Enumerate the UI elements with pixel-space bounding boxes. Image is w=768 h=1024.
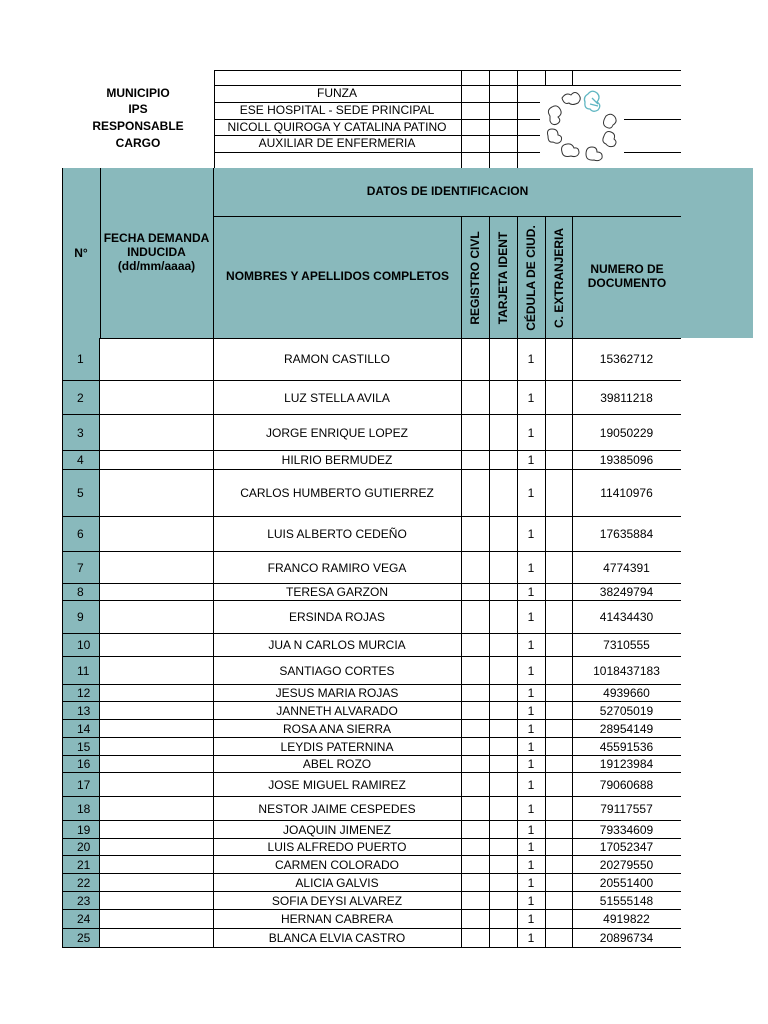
info-line: [545, 70, 546, 86]
label-cargo: CARGO: [115, 136, 161, 150]
header-line: [213, 216, 681, 217]
cell-extranjeria: [545, 720, 573, 737]
table-row: [62, 821, 681, 839]
cell-fecha: [100, 338, 214, 380]
cell-cedula: 1: [517, 773, 546, 796]
table-row: [62, 756, 681, 773]
cell-fecha: [100, 702, 214, 719]
table-row: [62, 517, 681, 552]
cell-registro-civil: [461, 929, 490, 947]
table-row: [62, 702, 681, 720]
cell-registro-civil: [461, 874, 490, 891]
cell-extranjeria: [545, 756, 573, 772]
hands-circle-logo-icon: [540, 86, 624, 166]
cell-registro-civil: [461, 381, 490, 414]
cell-cedula: 1: [517, 856, 546, 873]
header-fecha: FECHA DEMANDA INDUCIDA (dd/mm/aaaa): [103, 231, 210, 273]
table-row: [62, 892, 681, 910]
cell-extranjeria: [545, 634, 573, 656]
cell-extranjeria: [545, 910, 573, 928]
cell-tarjeta-ident: [489, 821, 518, 838]
cell-cedula: 1: [517, 552, 546, 583]
label-ips: IPS: [128, 102, 148, 116]
cell-extranjeria: [545, 738, 573, 755]
cell-documento: 19385096: [599, 453, 654, 467]
header-line: [517, 216, 518, 338]
cell-extranjeria: [545, 451, 573, 469]
cell-registro-civil: [461, 657, 490, 684]
cell-documento: 4939660: [603, 686, 650, 700]
cell-extranjeria: [545, 552, 573, 583]
cell-name: JOSE MIGUEL RAMIREZ: [213, 773, 462, 796]
cell-extranjeria: [545, 839, 573, 855]
cell-cedula: 1: [517, 797, 546, 820]
cell-documento: 1018437183: [593, 663, 660, 678]
table-row: [62, 839, 681, 856]
cell-cedula: 1: [517, 910, 546, 928]
cell-name: LEYDIS PATERNINA: [213, 738, 462, 755]
cell-tarjeta-ident: [489, 338, 518, 380]
table-row: [62, 338, 681, 381]
row-number: 2: [62, 381, 100, 414]
cell-fecha: [100, 657, 214, 684]
row-number: 4: [62, 451, 100, 469]
row-number: 24: [62, 910, 100, 928]
cell-extranjeria: [545, 381, 573, 414]
row-number: 20: [62, 839, 100, 855]
cell-registro-civil: [461, 338, 490, 380]
cell-documento: 7310555: [603, 638, 650, 652]
cell-tarjeta-ident: [489, 601, 518, 633]
cell-documento: 20896734: [599, 931, 654, 945]
header-line: [489, 216, 490, 338]
cell-name: SOFIA DEYSI ALVAREZ: [213, 892, 462, 909]
cell-documento: 28954149: [599, 721, 654, 736]
table-row: [62, 657, 681, 685]
cell-documento: 79060688: [599, 777, 654, 792]
cell-cedula: 1: [517, 634, 546, 656]
cell-tarjeta-ident: [489, 874, 518, 891]
table-row: [62, 451, 681, 470]
cell-fecha: [100, 451, 214, 469]
cell-cedula: 1: [517, 601, 546, 633]
cell-registro-civil: [461, 685, 490, 701]
header-datos: DATOS DE IDENTIFICACION: [366, 184, 529, 198]
cell-tarjeta-ident: [489, 470, 518, 516]
cell-tarjeta-ident: [489, 685, 518, 701]
cell-cedula: 1: [517, 584, 546, 600]
cell-name: ROSA ANA SIERRA: [213, 720, 462, 737]
cell-registro-civil: [461, 756, 490, 772]
label-municipio: MUNICIPIO: [106, 86, 170, 100]
row-number: 17: [62, 773, 100, 796]
cell-registro-civil: [461, 584, 490, 600]
table-row: [62, 720, 681, 738]
cell-name: ERSINDA ROJAS: [213, 601, 462, 633]
cell-extranjeria: [545, 517, 573, 551]
cell-cedula: 1: [517, 929, 546, 947]
cell-fecha: [100, 756, 214, 772]
row-number: 7: [62, 552, 100, 583]
cell-registro-civil: [461, 720, 490, 737]
cell-registro-civil: [461, 892, 490, 909]
row-number: 6: [62, 517, 100, 551]
table-row: [62, 634, 681, 657]
cell-fecha: [100, 720, 214, 737]
cell-registro-civil: [461, 856, 490, 873]
row-number: 5: [62, 470, 100, 516]
info-line: [620, 119, 681, 120]
table-row: [62, 552, 681, 584]
cell-cedula: 1: [517, 415, 546, 450]
cell-tarjeta-ident: [489, 839, 518, 855]
header-numero-documento: NUMERO DE DOCUMENTO: [587, 262, 667, 290]
cell-name: RAMON CASTILLO: [213, 338, 462, 380]
cell-documento: 51555148: [599, 893, 654, 908]
cell-fecha: [100, 470, 214, 516]
cell-fecha: [100, 601, 214, 633]
cell-name: JOAQUIN JIMENEZ: [213, 821, 462, 838]
cell-documento: 41434430: [599, 610, 654, 624]
cell-cedula: 1: [517, 720, 546, 737]
cell-documento: 20279550: [599, 857, 654, 872]
cell-extranjeria: [545, 601, 573, 633]
row-number: 19: [62, 821, 100, 838]
table-row: [62, 415, 681, 451]
cell-tarjeta-ident: [489, 657, 518, 684]
cell-tarjeta-ident: [489, 702, 518, 719]
info-line: [214, 70, 215, 168]
value-municipio: FUNZA: [317, 86, 357, 100]
cell-fecha: [100, 797, 214, 820]
row-number: 15: [62, 738, 100, 755]
cell-cedula: 1: [517, 517, 546, 551]
info-line: [620, 152, 681, 153]
info-line: [489, 70, 490, 168]
cell-tarjeta-ident: [489, 451, 518, 469]
cell-extranjeria: [545, 584, 573, 600]
row-number: 16: [62, 756, 100, 772]
cell-documento: 45591536: [599, 739, 654, 754]
cell-documento: 17052347: [599, 840, 654, 854]
cell-tarjeta-ident: [489, 552, 518, 583]
row-number: 1: [62, 338, 100, 380]
cell-name: LUZ STELLA AVILA: [213, 381, 462, 414]
header-tarjeta-ident: TARJETA IDENT: [496, 231, 510, 325]
cell-extranjeria: [545, 892, 573, 909]
row-number: 9: [62, 601, 100, 633]
cell-documento: 79117557: [600, 801, 653, 816]
cell-name: JANNETH ALVARADO: [213, 702, 462, 719]
cell-registro-civil: [461, 702, 490, 719]
cell-fecha: [100, 773, 214, 796]
cell-name: JESUS MARIA ROJAS: [213, 685, 462, 701]
row-number: 12: [62, 685, 100, 701]
row-number: 11: [62, 657, 100, 684]
table-row: [62, 874, 681, 892]
table-row: [62, 470, 681, 517]
cell-fecha: [100, 738, 214, 755]
cell-fecha: [100, 415, 214, 450]
cell-tarjeta-ident: [489, 415, 518, 450]
cell-documento: 19123984: [599, 757, 654, 771]
cell-name: NESTOR JAIME CESPEDES: [213, 797, 462, 820]
header-line: [545, 216, 546, 338]
header-extranjeria: C. EXTRANJERIA: [552, 228, 566, 329]
row-number: 14: [62, 720, 100, 737]
cell-documento: 11410976: [600, 486, 653, 500]
header-nombres: NOMBRES Y APELLIDOS COMPLETOS: [226, 269, 449, 283]
header-no: N°: [74, 246, 88, 260]
cell-tarjeta-ident: [489, 910, 518, 928]
cell-fecha: [100, 517, 214, 551]
cell-cedula: 1: [517, 451, 546, 469]
cell-extranjeria: [545, 702, 573, 719]
cell-fecha: [100, 634, 214, 656]
table-row: [62, 381, 681, 415]
cell-registro-civil: [461, 470, 490, 516]
cell-name: LUIS ALBERTO CEDEÑO: [213, 517, 462, 551]
cell-name: JUA N CARLOS MURCIA: [213, 634, 462, 656]
label-responsable: RESPONSABLE: [92, 119, 184, 133]
cell-tarjeta-ident: [489, 517, 518, 551]
cell-extranjeria: [545, 821, 573, 838]
header-line: [461, 216, 462, 338]
cell-name: ALICIA GALVIS: [213, 874, 462, 891]
cell-name: LUIS ALFREDO PUERTO: [213, 839, 462, 855]
cell-registro-civil: [461, 451, 490, 469]
cell-extranjeria: [545, 657, 573, 684]
cell-fecha: [100, 685, 214, 701]
cell-documento: 20551400: [599, 875, 654, 890]
cell-documento: 17635884: [599, 527, 654, 541]
row-number: 18: [62, 797, 100, 820]
header-cedula: CÉDULA DE CIUD.: [524, 225, 538, 331]
cell-documento: 52705019: [599, 703, 654, 718]
cell-tarjeta-ident: [489, 634, 518, 656]
cell-registro-civil: [461, 738, 490, 755]
cell-tarjeta-ident: [489, 756, 518, 772]
cell-extranjeria: [545, 874, 573, 891]
cell-cedula: 1: [517, 338, 546, 380]
cell-tarjeta-ident: [489, 929, 518, 947]
value-ips: ESE HOSPITAL - SEDE PRINCIPAL: [239, 103, 435, 117]
table-row: [62, 856, 681, 874]
cell-name: CARMEN COLORADO: [213, 856, 462, 873]
cell-fecha: [100, 874, 214, 891]
cell-registro-civil: [461, 601, 490, 633]
cell-documento: 39811218: [600, 390, 653, 405]
cell-documento: 4919822: [603, 912, 650, 926]
cell-tarjeta-ident: [489, 773, 518, 796]
cell-extranjeria: [545, 929, 573, 947]
cell-cedula: 1: [517, 892, 546, 909]
cell-registro-civil: [461, 821, 490, 838]
value-cargo: AUXILIAR DE ENFERMERIA: [258, 136, 416, 150]
cell-cedula: 1: [517, 470, 546, 516]
cell-tarjeta-ident: [489, 797, 518, 820]
cell-name: BLANCA ELVIA CASTRO: [213, 929, 462, 947]
cell-name: HERNAN CABRERA: [213, 910, 462, 928]
cell-cedula: 1: [517, 874, 546, 891]
cell-extranjeria: [545, 685, 573, 701]
cell-fecha: [100, 910, 214, 928]
cell-cedula: 1: [517, 657, 546, 684]
table-row: [62, 685, 681, 702]
cell-registro-civil: [461, 634, 490, 656]
table-row: [62, 738, 681, 756]
cell-documento: 38249794: [599, 585, 654, 599]
cell-fecha: [100, 584, 214, 600]
cell-tarjeta-ident: [489, 892, 518, 909]
row-number: 3: [62, 415, 100, 450]
cell-cedula: 1: [517, 839, 546, 855]
cell-tarjeta-ident: [489, 720, 518, 737]
cell-name: HILRIO BERMUDEZ: [213, 451, 462, 469]
cell-registro-civil: [461, 773, 490, 796]
cell-documento: 79334609: [599, 822, 654, 837]
cell-cedula: 1: [517, 821, 546, 838]
cell-registro-civil: [461, 552, 490, 583]
cell-cedula: 1: [517, 702, 546, 719]
info-line: [214, 152, 544, 153]
cell-fecha: [100, 929, 214, 947]
cell-extranjeria: [545, 338, 573, 380]
row-number: 22: [62, 874, 100, 891]
cell-extranjeria: [545, 470, 573, 516]
cell-name: JORGE ENRIQUE LOPEZ: [213, 415, 462, 450]
table-row: [62, 601, 681, 634]
info-line: [572, 70, 573, 86]
value-responsable: NICOLL QUIROGA Y CATALINA PATINO: [227, 120, 447, 134]
cell-fecha: [100, 381, 214, 414]
cell-documento: 15362712: [599, 352, 654, 366]
row-number: 23: [62, 892, 100, 909]
table-row: [62, 910, 681, 929]
header-registro-civil: REGISTRO CIVL: [468, 231, 482, 325]
info-line: [461, 70, 462, 168]
cell-cedula: 1: [517, 381, 546, 414]
table-row: [62, 584, 681, 601]
row-number: 8: [62, 584, 100, 600]
cell-name: TERESA GARZON: [213, 584, 462, 600]
cell-name: FRANCO RAMIRO VEGA: [213, 552, 462, 583]
table-row: [62, 797, 681, 821]
cell-cedula: 1: [517, 685, 546, 701]
cell-registro-civil: [461, 910, 490, 928]
cell-extranjeria: [545, 415, 573, 450]
cell-name: SANTIAGO CORTES: [213, 657, 462, 684]
cell-fecha: [100, 856, 214, 873]
info-line: [214, 70, 681, 71]
cell-registro-civil: [461, 415, 490, 450]
cell-extranjeria: [545, 856, 573, 873]
cell-cedula: 1: [517, 738, 546, 755]
cell-name: ABEL ROZO: [213, 756, 462, 772]
cell-tarjeta-ident: [489, 738, 518, 755]
cell-fecha: [100, 821, 214, 838]
cell-registro-civil: [461, 797, 490, 820]
row-number: 10: [62, 634, 100, 656]
cell-cedula: 1: [517, 756, 546, 772]
cell-fecha: [100, 839, 214, 855]
cell-extranjeria: [545, 797, 573, 820]
info-line: [517, 70, 518, 168]
table-row: [62, 929, 681, 948]
cell-documento: 4774391: [603, 560, 650, 575]
row-number: 21: [62, 856, 100, 873]
cell-tarjeta-ident: [489, 381, 518, 414]
cell-registro-civil: [461, 517, 490, 551]
cell-fecha: [100, 892, 214, 909]
cell-name: CARLOS HUMBERTO GUTIERREZ: [213, 470, 462, 516]
cell-extranjeria: [545, 773, 573, 796]
table-row: [62, 773, 681, 797]
cell-registro-civil: [461, 839, 490, 855]
cell-tarjeta-ident: [489, 584, 518, 600]
row-number: 13: [62, 702, 100, 719]
row-number: 25: [62, 929, 100, 947]
cell-fecha: [100, 552, 214, 583]
cell-tarjeta-ident: [489, 856, 518, 873]
cell-documento: 19050229: [599, 425, 654, 440]
